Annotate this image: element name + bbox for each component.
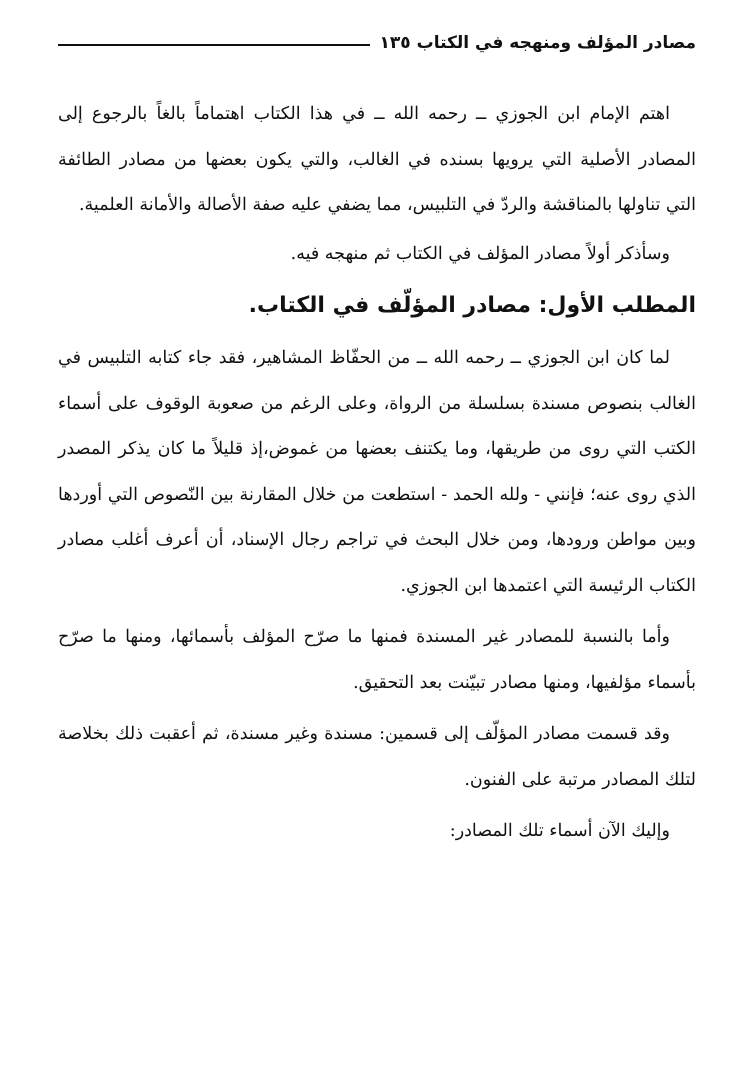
section-heading: المطلب الأول: مصادر المؤلّف في الكتاب. xyxy=(248,293,696,318)
list-intro-paragraph: وإليك الآن أسماء تلك المصادر: xyxy=(449,821,670,841)
sources-paragraph: لما كان ابن الجوزي ــ رحمه الله ــ من الحفّاظ المشاهير، فقد جاء كتابه التلبيس في الغالب بنصوص مسندة بسلسلة من الرواة، وعلى الرغم من صعوبة الوقوف على أسماء الكتب التي روى من طريقها، وما يكتنف بعضها من غموض،إذ قليلاً ما كان يذكر المصدر الذي روى عنه؛ فإنني - ولله الحمد - استطعت من خلال المقارنة بين النّصوص التي أوردها وبين مواطن ورودها، ومن خلال البحث في تراجم رجال الإسناد، أن أعرف أغلب مصادر الكتاب الرئيسة التي اعتمدها ابن الجوزي. xyxy=(58,348,696,596)
running-title: مصادر المؤلف ومنهجه في الكتاب ١٣٥ xyxy=(379,33,696,53)
intro-paragraph: اهتم الإمام ابن الجوزي ــ رحمه الله ــ في هذا الكتاب اهتماماً بالغاً بالرجوع إلى المصادر الأصلية التي يرويها بسنده في الغالب، والتي يكون بعضها من مصادر الطائفة التي تناولها بالمناقشة والردّ في التلبيس، مما يضفي عليه صفة الأصالة والأمانة العلمية. xyxy=(58,104,696,215)
classification-paragraph: وقد قسمت مصادر المؤلّف إلى قسمين: مسندة وغير مسندة، ثم أعقبت ذلك بخلاصة لتلك المصادر مرتبة على الفنون. xyxy=(58,724,696,790)
page-body xyxy=(58,92,696,855)
intro-plan-paragraph: وسأذكر أولاً مصادر المؤلف في الكتاب ثم منهجه فيه. xyxy=(290,243,670,264)
header-rule xyxy=(58,44,370,46)
unsupported-sources-paragraph: وأما بالنسبة للمصادر غير المسندة فمنها ما صرّح المؤلف بأسمائها، ومنها ما صرّح بأسماء مؤلفيها، ومنها مصادر تبيّنت بعد التحقيق. xyxy=(58,627,696,693)
running-header xyxy=(58,26,696,60)
